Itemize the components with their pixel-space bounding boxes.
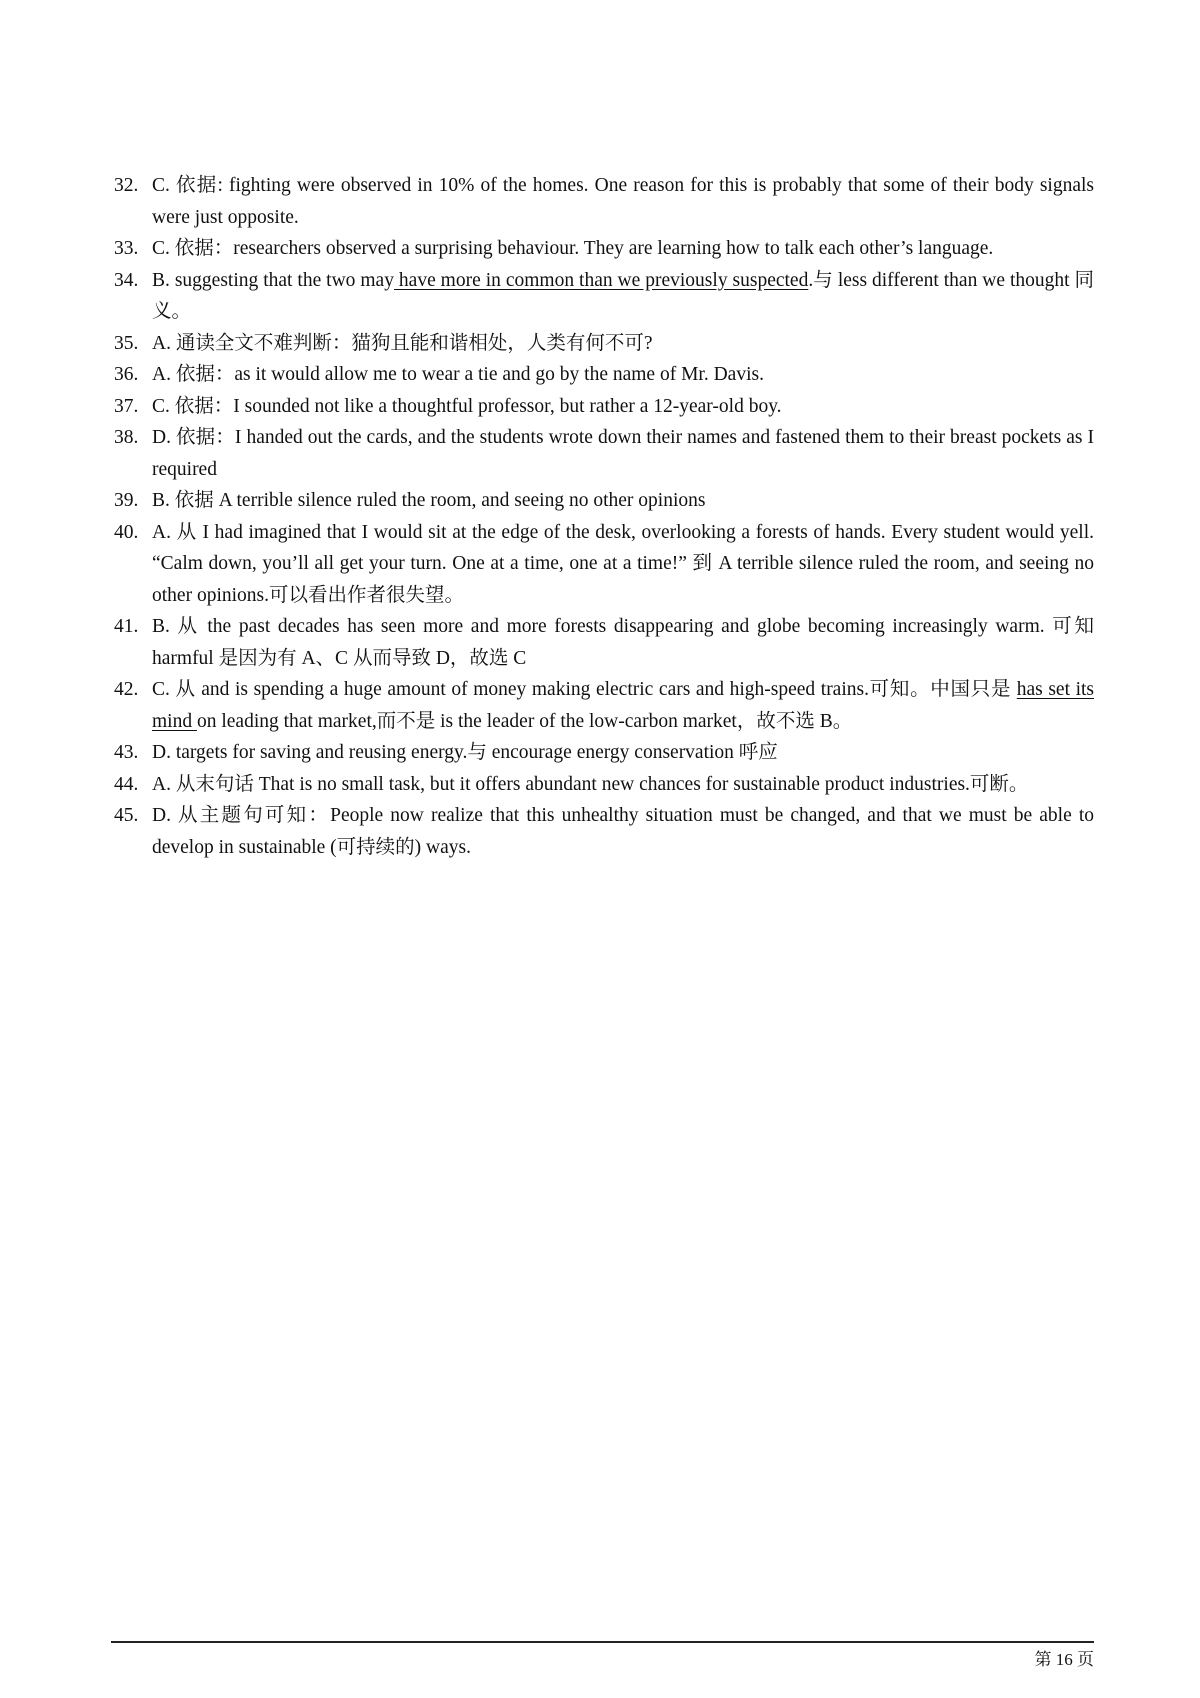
answer-explanation (152, 611, 1094, 674)
answer-number: 43. (114, 742, 139, 763)
answer-item (114, 422, 1094, 485)
explanation-text: A. 依据：as it would allow me to wear a tie and go by the name of Mr. Davis. (152, 364, 764, 385)
explanation-text: on leading that market,而不是 is the leader of the low-carbon market，故不选 B。 (196, 710, 853, 732)
answer-explanation (152, 359, 1094, 391)
explanation-text: C. 依据: fighting were observed in 10% of the homes. One reason for this is probably that some of their body signals were just opposite. (152, 175, 1094, 228)
explanation-text: B. 从 the past decades has seen more and more forests disappearing and globe becoming increasingly warm. 可知 harmful 是因为有 A、C 从而导致 D，故选 C (152, 616, 1094, 669)
explanation-text: .与 less different than we thought 同义。 (152, 269, 1095, 322)
explanation-text: D. 从主题句可知：People now realize that this unhealthy situation must be changed, and that we must be able to develop in sustainable (可持续的) ways. (152, 805, 1094, 858)
answer-item (114, 769, 1094, 801)
answer-explanation (152, 769, 1094, 801)
answer-item (114, 517, 1094, 612)
explanation-text: A. 从末句话 That is no small task, but it offers abundant new chances for sustainable product industries.可断。 (152, 773, 1029, 795)
answer-list (114, 170, 1094, 863)
explanation-text: B. 依据 A terrible silence ruled the room, and seeing no other opinions (152, 490, 706, 511)
answer-number: 41. (114, 616, 139, 637)
answer-number: 42. (114, 679, 139, 700)
answer-item (114, 674, 1094, 737)
answer-number: 37. (114, 395, 139, 417)
answer-item (114, 328, 1094, 360)
answer-number: 32. (114, 175, 139, 196)
explanation-text: D. 依据：I handed out the cards, and the students wrote down their names and fastened them to their breast pockets as I required (152, 427, 1094, 480)
answer-explanation (152, 233, 1094, 265)
answer-item (114, 611, 1094, 674)
answer-item (114, 170, 1094, 233)
explanation-text: D. targets for saving and reusing energy.与 encourage energy conservation 呼应 (152, 742, 778, 763)
answer-explanation (152, 265, 1094, 328)
answer-explanation (152, 674, 1094, 737)
answer-number: 45. (114, 805, 139, 826)
explanation-text: C. 依据：researchers observed a surprising behaviour. They are learning how to talk each other’s language. (152, 238, 994, 259)
answer-explanation (152, 170, 1094, 233)
footer-rule (111, 1641, 1094, 1643)
answer-number: 40. (114, 521, 139, 543)
answer-item (114, 265, 1094, 328)
explanation-text: C. 依据：I sounded not like a thoughtful professor, but rather a 12-year-old boy. (152, 395, 782, 417)
answer-explanation (152, 517, 1094, 612)
answer-explanation (152, 422, 1094, 485)
explanation-text: A. 通读全文不难判断：猫狗且能和谐相处，人类有何不可? (152, 332, 653, 354)
answer-item (114, 359, 1094, 391)
answer-item (114, 737, 1094, 769)
answer-number: 34. (114, 269, 139, 291)
answer-number: 35. (114, 332, 139, 354)
answer-number: 44. (114, 773, 139, 795)
answer-explanation (152, 328, 1094, 360)
explanation-text: B. suggesting that the two may (152, 269, 394, 291)
answer-explanation (152, 800, 1094, 863)
answer-explanation (152, 737, 1094, 769)
answer-item (114, 485, 1094, 517)
page-number: 第 16 页 (1034, 1650, 1094, 1669)
underlined-phrase: has set its mind (152, 679, 1094, 732)
answer-number: 36. (114, 364, 139, 385)
underlined-phrase: have more in common than we previously suspected (393, 269, 809, 291)
explanation-text: A. 从 I had imagined that I would sit at the edge of the desk, overlooking a forests of hands. Every student would yell. “Calm down, you’ll all get your turn. One at a time, one at a time!” 到 A terrible silence ruled the room, and seeing no other opinions.可以看出作者很失望。 (152, 521, 1094, 606)
answer-item (114, 800, 1094, 863)
answer-explanation (152, 485, 1094, 517)
answer-number: 38. (114, 427, 139, 448)
explanation-text: C. 从 and is spending a huge amount of money making electric cars and high-speed trains.可知。中国只是 (152, 679, 1017, 700)
answer-number: 39. (114, 490, 139, 511)
answer-item (114, 391, 1094, 423)
answer-item (114, 233, 1094, 265)
answer-number: 33. (114, 238, 139, 259)
answer-explanation (152, 391, 1094, 423)
